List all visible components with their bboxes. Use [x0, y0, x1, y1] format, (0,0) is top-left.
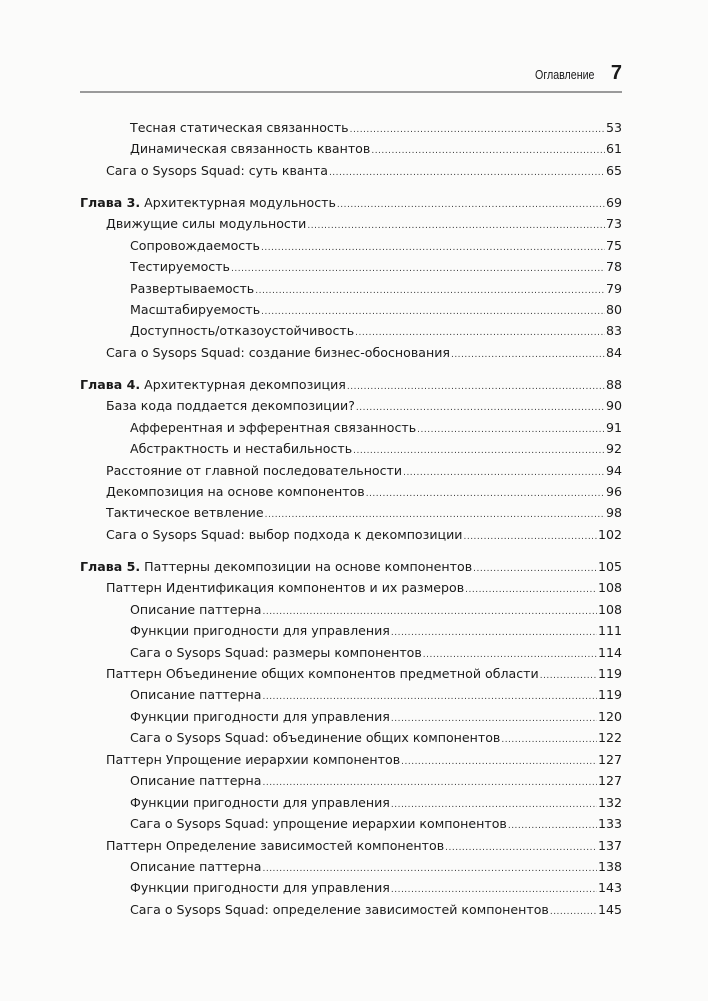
toc-entry[interactable]: [80, 299, 622, 320]
toc-entry[interactable]: [80, 213, 622, 234]
entry-page-number: 80: [605, 302, 622, 317]
entry-title: Тактическое ветвление: [106, 505, 264, 521]
toc-entry[interactable]: [80, 877, 622, 898]
toc-entry[interactable]: [80, 481, 622, 502]
entry-title: Функции пригодности для управления: [130, 880, 390, 896]
toc-entry[interactable]: [80, 706, 622, 727]
dot-leader: [463, 527, 596, 548]
chapter-label: Глава 4.: [80, 376, 141, 392]
dot-leader: [371, 141, 605, 162]
entry-page-number: 133: [597, 816, 622, 832]
entry-title: Паттерн Идентификация компонентов и их размеров: [106, 580, 465, 596]
entry-title: Описание паттерна: [130, 687, 262, 703]
entry-title: База кода поддается декомпозиции?: [106, 398, 355, 414]
entry-page-number: 105: [597, 558, 622, 574]
toc-entry[interactable]: [80, 395, 622, 416]
toc-entry[interactable]: [80, 278, 622, 299]
entry-title: Декомпозиция на основе компонентов: [106, 484, 365, 499]
toc-entry[interactable]: [80, 856, 622, 877]
toc-group: [80, 556, 622, 920]
entry-title: Абстрактность и нестабильность: [130, 441, 353, 457]
chapter-label: Глава 5.: [80, 558, 141, 574]
running-header-title: Оглавление: [535, 67, 595, 82]
dot-leader: [231, 259, 605, 280]
dot-leader: [445, 838, 597, 859]
entry-title: Описание паттерна: [130, 773, 262, 789]
entry-title: Сага о Sysops Squad: суть кванта: [106, 162, 328, 178]
entry-title: Сага о Sysops Squad: определение зависимостей компонентов: [130, 901, 549, 917]
dot-leader: [451, 345, 605, 366]
entry-title: Архитектурная декомпозиция: [144, 376, 346, 392]
dot-leader: [501, 730, 597, 751]
entry-page-number: 120: [597, 708, 622, 724]
toc-chapter-entry[interactable]: [80, 374, 622, 395]
entry-title: Сопровождаемость: [130, 237, 260, 253]
entry-title: Масштабируемость: [130, 302, 261, 317]
running-header: [80, 62, 622, 86]
toc-group: [80, 192, 622, 364]
dot-leader: [508, 816, 597, 837]
page-number: 7: [610, 62, 622, 84]
entry-page-number: 90: [605, 398, 622, 414]
toc-entry[interactable]: [80, 417, 622, 438]
entry-title: Паттерн Объединение общих компонентов предметной области: [106, 666, 539, 681]
toc-entry[interactable]: [80, 160, 622, 181]
toc-entry[interactable]: [80, 320, 622, 341]
toc-entry[interactable]: [80, 727, 622, 748]
entry-title: Развертываемость: [130, 280, 255, 296]
chapter-label: Глава 3.: [80, 194, 141, 210]
dot-leader: [417, 420, 605, 441]
toc-entry[interactable]: [80, 460, 622, 481]
dot-leader: [401, 752, 597, 773]
table-of-contents: [80, 117, 622, 931]
entry-page-number: 88: [605, 376, 622, 392]
toc-entry[interactable]: [80, 502, 622, 523]
toc-entry[interactable]: [80, 899, 622, 920]
entry-title: Сага о Sysops Squad: создание бизнес-обоснования: [106, 344, 450, 360]
dot-leader: [255, 281, 605, 302]
entry-page-number: 122: [597, 730, 622, 746]
entry-title: Доступность/отказоустойчивость: [130, 323, 355, 339]
entry-page-number: 61: [605, 141, 622, 157]
toc-entry[interactable]: [80, 684, 622, 705]
toc-entry[interactable]: [80, 256, 622, 277]
entry-page-number: 78: [605, 259, 622, 275]
entry-page-number: 143: [597, 880, 622, 896]
entry-page-number: 108: [597, 601, 622, 617]
toc-entry[interactable]: [80, 138, 622, 159]
entry-title: Афферентная и эфферентная связанность: [130, 419, 417, 435]
toc-entry[interactable]: [80, 835, 622, 856]
entry-page-number: 83: [605, 323, 622, 339]
entry-page-number: 119: [597, 666, 622, 681]
entry-title: Сага о Sysops Squad: упрощение иерархии компонентов: [130, 816, 507, 832]
entry-title: Описание паттерна: [130, 858, 262, 874]
dot-leader: [307, 216, 605, 237]
toc-entry[interactable]: [80, 749, 622, 770]
toc-entry[interactable]: [80, 770, 622, 791]
entry-page-number: 119: [597, 687, 622, 703]
toc-chapter-entry[interactable]: [80, 556, 622, 577]
entry-page-number: 53: [605, 120, 622, 135]
entry-page-number: 69: [605, 194, 622, 210]
entry-title: Сага о Sysops Squad: объединение общих компонентов: [130, 730, 501, 746]
toc-entry[interactable]: [80, 663, 622, 684]
dot-leader: [465, 580, 597, 601]
entry-page-number: 73: [605, 216, 622, 232]
entry-page-number: 91: [605, 419, 622, 435]
entry-title: Тесная статическая связанность: [130, 120, 349, 135]
entry-page-number: 75: [605, 237, 622, 253]
entry-page-number: 108: [597, 580, 622, 596]
entry-page-number: 98: [605, 505, 622, 521]
toc-entry[interactable]: [80, 599, 622, 620]
entry-page-number: 96: [605, 484, 622, 499]
toc-entry[interactable]: [80, 813, 622, 834]
entry-title: Функции пригодности для управления: [130, 794, 390, 810]
toc-entry[interactable]: [80, 235, 622, 256]
dot-leader: [261, 238, 605, 259]
toc-entry[interactable]: [80, 117, 622, 138]
entry-title: Сага о Sysops Squad: выбор подхода к декомпозиции: [106, 526, 463, 542]
entry-page-number: 127: [597, 751, 622, 767]
dot-leader: [350, 120, 605, 141]
toc-group: [80, 374, 622, 546]
entry-page-number: 79: [605, 280, 622, 296]
dot-leader: [337, 195, 605, 216]
entry-title: Паттерн Упрощение иерархии компонентов: [106, 751, 401, 767]
entry-title: Тестируемость: [130, 259, 230, 275]
header-rule: [80, 91, 622, 93]
entry-page-number: 102: [597, 526, 622, 542]
entry-page-number: 145: [597, 901, 622, 917]
dot-leader: [347, 377, 605, 398]
entry-page-number: 84: [605, 344, 622, 360]
toc-entry[interactable]: [80, 642, 622, 663]
toc-group: [80, 117, 622, 181]
entry-title: Функции пригодности для управления: [130, 623, 390, 639]
dot-leader: [329, 163, 605, 184]
entry-page-number: 94: [605, 462, 622, 478]
toc-chapter-entry[interactable]: [80, 192, 622, 213]
entry-title: Динамическая связанность квантов: [130, 141, 371, 157]
entry-title: Расстояние от главной последовательности: [106, 462, 403, 478]
entry-page-number: 92: [605, 441, 622, 457]
entry-page-number: 132: [597, 794, 622, 810]
toc-entry[interactable]: [80, 792, 622, 813]
entry-page-number: 127: [597, 773, 622, 789]
entry-title: Архитектурная модульность: [144, 194, 336, 210]
entry-title: Описание паттерна: [130, 601, 262, 617]
entry-page-number: 65: [605, 162, 622, 178]
dot-leader: [550, 902, 597, 923]
entry-title: Функции пригодности для управления: [130, 708, 390, 724]
toc-entry[interactable]: [80, 438, 622, 459]
entry-title: Паттерны декомпозиции на основе компонентов: [144, 558, 473, 574]
entry-page-number: 114: [597, 644, 622, 660]
entry-page-number: 137: [597, 837, 622, 853]
toc-entry[interactable]: [80, 342, 622, 363]
toc-entry[interactable]: [80, 577, 622, 598]
dot-leader: [540, 666, 597, 687]
entry-title: Паттерн Определение зависимостей компонентов: [106, 837, 445, 853]
entry-page-number: 138: [597, 858, 622, 874]
dot-leader: [366, 484, 605, 505]
entry-title: Сага о Sysops Squad: размеры компонентов: [130, 644, 422, 660]
entry-page-number: 111: [597, 623, 622, 639]
entry-title: Движущие силы модульности: [106, 216, 307, 232]
toc-entry[interactable]: [80, 620, 622, 641]
dot-leader: [403, 463, 605, 484]
dot-leader: [473, 559, 597, 580]
toc-entry[interactable]: [80, 524, 622, 545]
